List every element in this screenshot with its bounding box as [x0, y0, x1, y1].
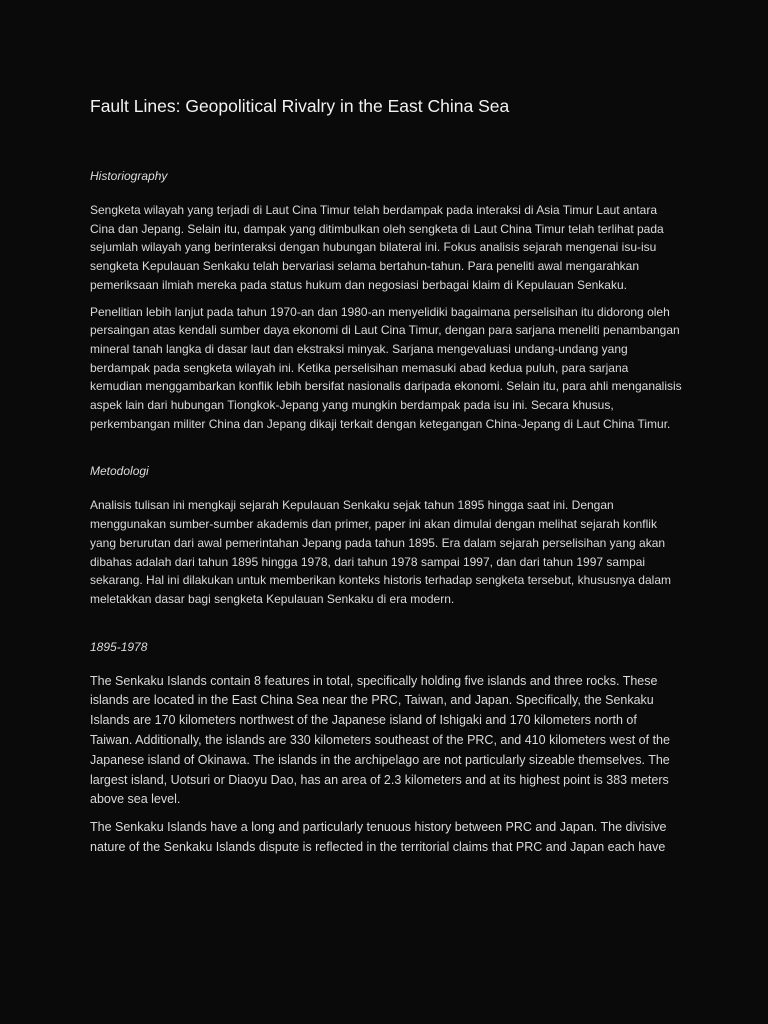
paragraph: The Senkaku Islands contain 8 features in total, specifically holding five islands and three rocks. These islands are located in the East China Sea near the PRC, Taiwan, and Japan. Specifically, the Senkaku Islands are 170 kilometers northwest of the Japanese island of Ishigaki and 170 kilometers north of Taiwan. Additionally, the islands are 330 kilometers southeast of the PRC, and 410 kilometers west of the Japanese island of Okinawa. The islands in the archipelago are not particularly sizeable themselves. The largest island, Uotsuri or Diaoyu Dao, has an area of 2.3 kilometers and at its highest point is 383 meters above sea level.: [90, 673, 670, 807]
document-content: [90, 92, 682, 888]
paragraph: Penelitian lebih lanjut pada tahun 1970-an dan 1980-an menyelidiki bagaimana perselisihan itu didorong oleh persaingan atas kendali sumber daya ekonomi di Laut Cina Timur, dengan para sarjana meneliti penambangan mineral tanah langka di dasar laut dan ekstraksi minyak. Sarjana mengevaluasi undang-undang yang berdampak pada sengketa wilayah ini. Ketika perselisihan memasuki abad kedua puluh, para sarjana kemudian menggambarkan konflik lebih bersifat nasionalis daripada ekonomi. Selain itu, para ahli menganalisis aspek lain dari hubungan Tiongkok-Jepang yang mungkin berdampak pada isu ini. Secara khusus, perkembangan militer China dan Jepang dikaji terkait dengan ketegangan China-Jepang di Laut China Timur.: [90, 304, 682, 431]
section-heading: Historiography: [90, 169, 168, 183]
paragraph: The Senkaku Islands have a long and particularly tenuous history between PRC and Japan. The divisive nature of the Senkaku Islands dispute is reflected in the territorial claims that PRC and Japan each have: [90, 820, 667, 855]
paragraph: Sengketa wilayah yang terjadi di Laut Cina Timur telah berdampak pada interaksi di Asia Timur Laut antara Cina dan Jepang. Selain itu, dampak yang ditimbulkan oleh sengketa di Laut China Timur telah terlihat pada sejumlah wilayah yang berinteraksi dengan hubungan bilateral ini. Fokus analisis sejarah mengenai isu-isu sengketa Kepulauan Senkaku telah bervariasi selama bertahun-tahun. Para peneliti awal mengarahkan pemeriksaan ilmiah mereka pada status hukum dan negosiasi berbagai klaim di Kepulauan Senkaku.: [90, 203, 664, 292]
section-1895-1978: [90, 639, 682, 858]
document-title: Fault Lines: Geopolitical Rivalry in the East China Sea: [90, 96, 510, 116]
section-heading: 1895-1978: [90, 639, 148, 654]
section-metodologi: [90, 463, 682, 608]
paragraph: Analisis tulisan ini mengkaji sejarah Kepulauan Senkaku sejak tahun 1895 hingga saat ini. Dengan menggunakan sumber-sumber akademis dan primer, paper ini akan dimulai dengan melihat sejarah konflik yang berurutan dari awal pemerintahan Jepang pada tahun 1895. Era dalam sejarah perselisihan yang akan dibahas adalah dari tahun 1895 hingga 1978, dari tahun 1978 sampai 1997, dan dari tahun 1997 sampai sekarang. Hal ini dilakukan untuk memberikan konteks historis terhadap sengketa tersebut, khususnya dalam meletakkan dasar bagi sengketa Kepulauan Senkaku di era modern.: [90, 498, 671, 606]
section-historiography: [90, 168, 682, 433]
section-heading: Metodologi: [90, 464, 149, 479]
